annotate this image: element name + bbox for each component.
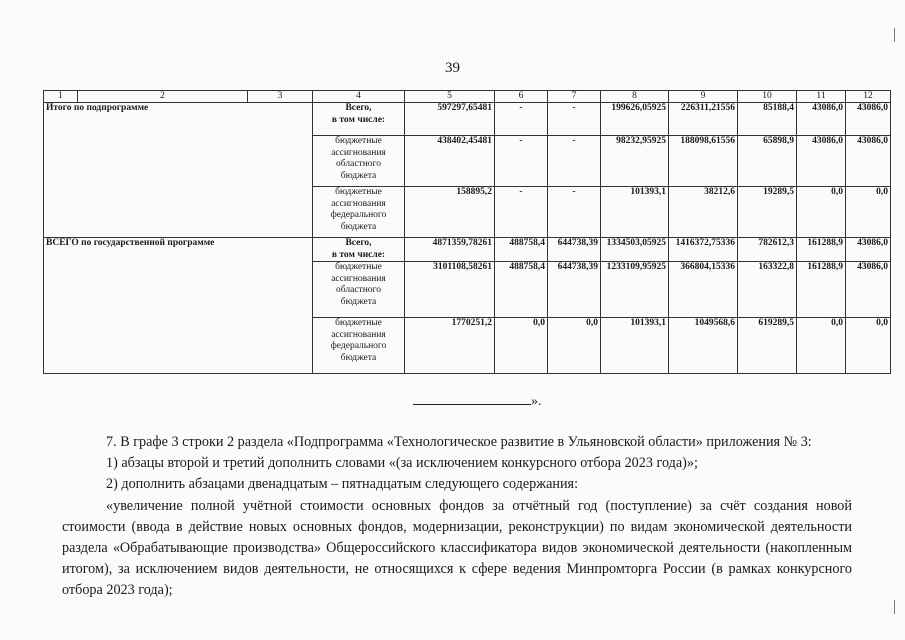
cell-c9: 1049568,6 <box>669 318 738 374</box>
cell-c10: 85188,4 <box>738 103 797 136</box>
cell-c6: 488758,4 <box>495 238 548 262</box>
paragraph-7: 7. В графе 3 строки 2 раздела «Подпрограмма «Технологическое развитие в Ульяновской области» приложения № 3: <box>106 434 812 450</box>
cell-c6: - <box>495 103 548 136</box>
cell-c8: 101393,1 <box>601 187 669 238</box>
cell-c5: 597297,65481 <box>405 103 495 136</box>
section-title: Итого по подпрограмме <box>44 103 313 238</box>
cell-c11: 43086,0 <box>797 136 846 187</box>
column-number: 3 <box>248 91 313 103</box>
row-label: бюджетные ассигнования областного бюджета <box>313 136 405 187</box>
cell-c7: 644738,39 <box>548 262 601 318</box>
cell-c5: 438402,45481 <box>405 136 495 187</box>
table-row <box>44 103 891 136</box>
edge-mark <box>894 600 901 614</box>
cell-c12: 43086,0 <box>846 262 891 318</box>
column-number: 10 <box>738 91 797 103</box>
row-label: бюджетные ассигнования областного бюджета <box>313 262 405 318</box>
cell-c6: 488758,4 <box>495 262 548 318</box>
section-title: ВСЕГО по государственной программе <box>44 238 313 374</box>
cell-c11: 0,0 <box>797 318 846 374</box>
column-number-row <box>44 91 891 103</box>
amendment-text <box>62 432 852 602</box>
row-label: бюджетные ассигнования федерального бюджета <box>313 318 405 374</box>
cell-c12: 0,0 <box>846 318 891 374</box>
cell-c10: 782612,3 <box>738 238 797 262</box>
cell-c5: 3101108,58261 <box>405 262 495 318</box>
cell-c7: - <box>548 136 601 187</box>
column-number: 11 <box>797 91 846 103</box>
cell-c8: 98232,95925 <box>601 136 669 187</box>
quoted-paragraph: «увеличение полной учётной стоимости основных фондов за отчётный год (поступление) за счёт создания новой стоимости (ввода в действие новых основных фондов, модернизации, реконструкции) по видам экономической деятельности раздела «Обрабатывающие производства» Общероссийского классификатора видов экономической деятельности (накопленным итогом), за исключением видов деятельности, не относящихся к сфере ведения Минпромторга России (в рамках конкурсного отбора 2023 года); <box>62 497 852 599</box>
row-label: бюджетные ассигнования федерального бюджета <box>313 187 405 238</box>
binding-edge-marks <box>894 0 902 640</box>
page-number: 39 <box>445 60 460 76</box>
cell-c12: 0,0 <box>846 187 891 238</box>
cell-c8: 1233109,95925 <box>601 262 669 318</box>
column-number: 12 <box>846 91 891 103</box>
column-number: 9 <box>669 91 738 103</box>
cell-c7: - <box>548 187 601 238</box>
column-number: 5 <box>405 91 495 103</box>
column-number: 6 <box>495 91 548 103</box>
column-number: 2 <box>78 91 248 103</box>
closing-quote: ». <box>531 394 542 409</box>
row-label: Всего, в том числе: <box>313 103 405 136</box>
budget-table <box>43 90 891 374</box>
edge-mark <box>894 28 901 42</box>
table-row <box>44 238 891 262</box>
cell-c9: 226311,21556 <box>669 103 738 136</box>
column-number: 8 <box>601 91 669 103</box>
cell-c12: 43086,0 <box>846 103 891 136</box>
cell-c9: 38212,6 <box>669 187 738 238</box>
row-label: Всего, в том числе: <box>313 238 405 262</box>
cell-c8: 1334503,05925 <box>601 238 669 262</box>
cell-c5: 158895,2 <box>405 187 495 238</box>
cell-c10: 163322,8 <box>738 262 797 318</box>
column-number: 4 <box>313 91 405 103</box>
cell-c8: 101393,1 <box>601 318 669 374</box>
cell-c12: 43086,0 <box>846 136 891 187</box>
cell-c7: 644738,39 <box>548 238 601 262</box>
cell-c11: 0,0 <box>797 187 846 238</box>
cell-c7: - <box>548 103 601 136</box>
cell-c12: 43086,0 <box>846 238 891 262</box>
cell-c6: - <box>495 136 548 187</box>
closing-rule <box>413 393 531 405</box>
cell-c5: 4871359,78261 <box>405 238 495 262</box>
cell-c8: 199626,05925 <box>601 103 669 136</box>
cell-c6: 0,0 <box>495 318 548 374</box>
cell-c11: 161288,9 <box>797 262 846 318</box>
cell-c6: - <box>495 187 548 238</box>
cell-c10: 619289,5 <box>738 318 797 374</box>
cell-c9: 366804,15336 <box>669 262 738 318</box>
closing-line <box>413 393 542 410</box>
cell-c11: 43086,0 <box>797 103 846 136</box>
column-number: 1 <box>44 91 78 103</box>
item-2: 2) дополнить абзацами двенадцатым – пятнадцатым следующего содержания: <box>106 476 579 493</box>
cell-c10: 19289,5 <box>738 187 797 238</box>
cell-c10: 65898,9 <box>738 136 797 187</box>
cell-c5: 1770251,2 <box>405 318 495 374</box>
cell-c11: 161288,9 <box>797 238 846 262</box>
cell-c9: 188098,61556 <box>669 136 738 187</box>
cell-c7: 0,0 <box>548 318 601 374</box>
cell-c9: 1416372,75336 <box>669 238 738 262</box>
item-1: 1) абзацы второй и третий дополнить словами «(за исключением конкурсного отбора 2023 года)»; <box>106 455 698 472</box>
column-number: 7 <box>548 91 601 103</box>
